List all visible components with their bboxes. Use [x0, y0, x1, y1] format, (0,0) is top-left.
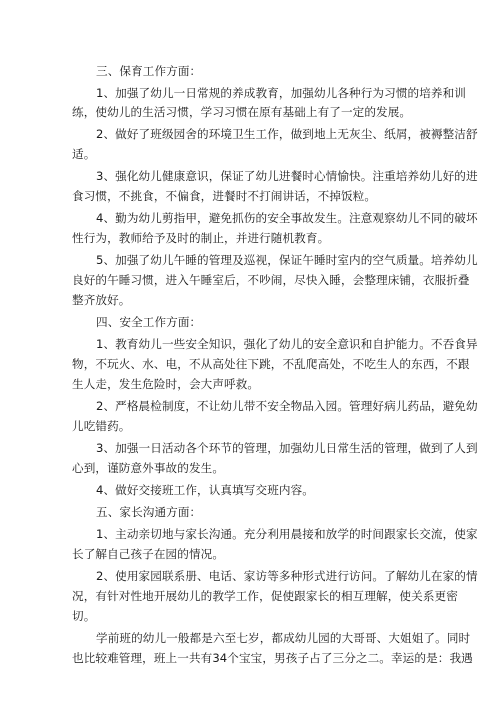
paragraph-line: 整齐放好。: [72, 293, 131, 307]
paragraph-line: 切。: [72, 609, 96, 623]
section-heading-parents: 五、家长沟通方面：: [96, 505, 202, 519]
paragraph-line: 1、主动亲切地与家长沟通。充分利用晨接和放学的时间跟家长交流，使家: [96, 527, 478, 541]
paragraph-line: 生人走，发生危险时，会大声呼救。: [72, 377, 260, 391]
paragraph-line: 况，有针对性地开展幼儿的教学工作，促使跟家长的相互理解，使关系更密: [72, 589, 458, 603]
paragraph-line: 2、严格晨检制度，不让幼儿带不安全物品入园。管理好病儿药品，避免幼: [96, 399, 478, 413]
paragraph-line: 性行为，教师给予及时的制止，并进行随机教育。: [72, 231, 330, 245]
paragraph-line: 儿吃错药。: [72, 419, 131, 433]
paragraph-line: 3、强化幼儿健康意识，保证了幼儿进餐时心情愉快。注重培养幼儿好的进: [96, 169, 478, 183]
section-heading-safety: 四、安全工作方面：: [96, 315, 202, 329]
paragraph-line: 练，使幼儿的生活习惯，学习习惯在原有基础上有了一定的发展。: [72, 105, 412, 119]
paragraph-line: 长了解自己孩子在园的情况。: [72, 547, 225, 561]
paragraph-line: 适。: [72, 147, 96, 161]
paragraph-line: 1、教育幼儿一些安全知识，强化了幼儿的安全意识和自护能力。不吞食异: [96, 337, 478, 351]
paragraph-line: 食习惯，不挑食，不偏食，进餐时不打闹讲话，不掉饭粒。: [72, 189, 377, 203]
paragraph-line: 学前班的幼儿一般都是六至七岁，都成幼儿园的大哥哥、大姐姐了。同时: [96, 631, 471, 645]
paragraph-line: 心到，谨防意外事故的发生。: [72, 461, 225, 475]
paragraph-line: 2、使用家园联系册、电话、家访等多种形式进行访问。了解幼儿在家的情: [96, 569, 478, 583]
paragraph-line: 2、做好了班级园舍的环境卫生工作，做到地上无灰尘、纸屑，被褥整洁舒: [96, 127, 478, 141]
section-heading-care: 三、保育工作方面：: [96, 64, 202, 78]
paragraph-line: 物，不玩火、水、电，不从高处往下跳，不乱爬高处，不吃生人的东西，不跟: [72, 357, 470, 371]
paragraph-line: 5、加强了幼儿午睡的管理及巡视，保证午睡时室内的空气质量。培养幼儿: [96, 253, 478, 267]
paragraph-line: 4、勤为幼儿剪指甲，避免抓伤的安全事故发生。注意观察幼儿不同的破坏: [96, 211, 478, 225]
paragraph-line: 3、加强一日活动各个环节的管理，加强幼儿日常生活的管理，做到了人到: [96, 441, 478, 455]
paragraph-line: 良好的午睡习惯，进入午睡室后，不吵闹，尽快入睡，会整理床铺，衣服折叠: [72, 273, 470, 287]
paragraph-line: 4、做好交接班工作，认真填写交班内容。: [96, 483, 314, 497]
paragraph-line: 也比较难管理，班上一共有34个宝宝，男孩子占了三分之二。幸运的是：我遇: [72, 651, 473, 665]
paragraph-line: 1、加强了幼儿一日常规的养成教育，加强幼儿各种行为习惯的培养和训: [96, 86, 466, 100]
